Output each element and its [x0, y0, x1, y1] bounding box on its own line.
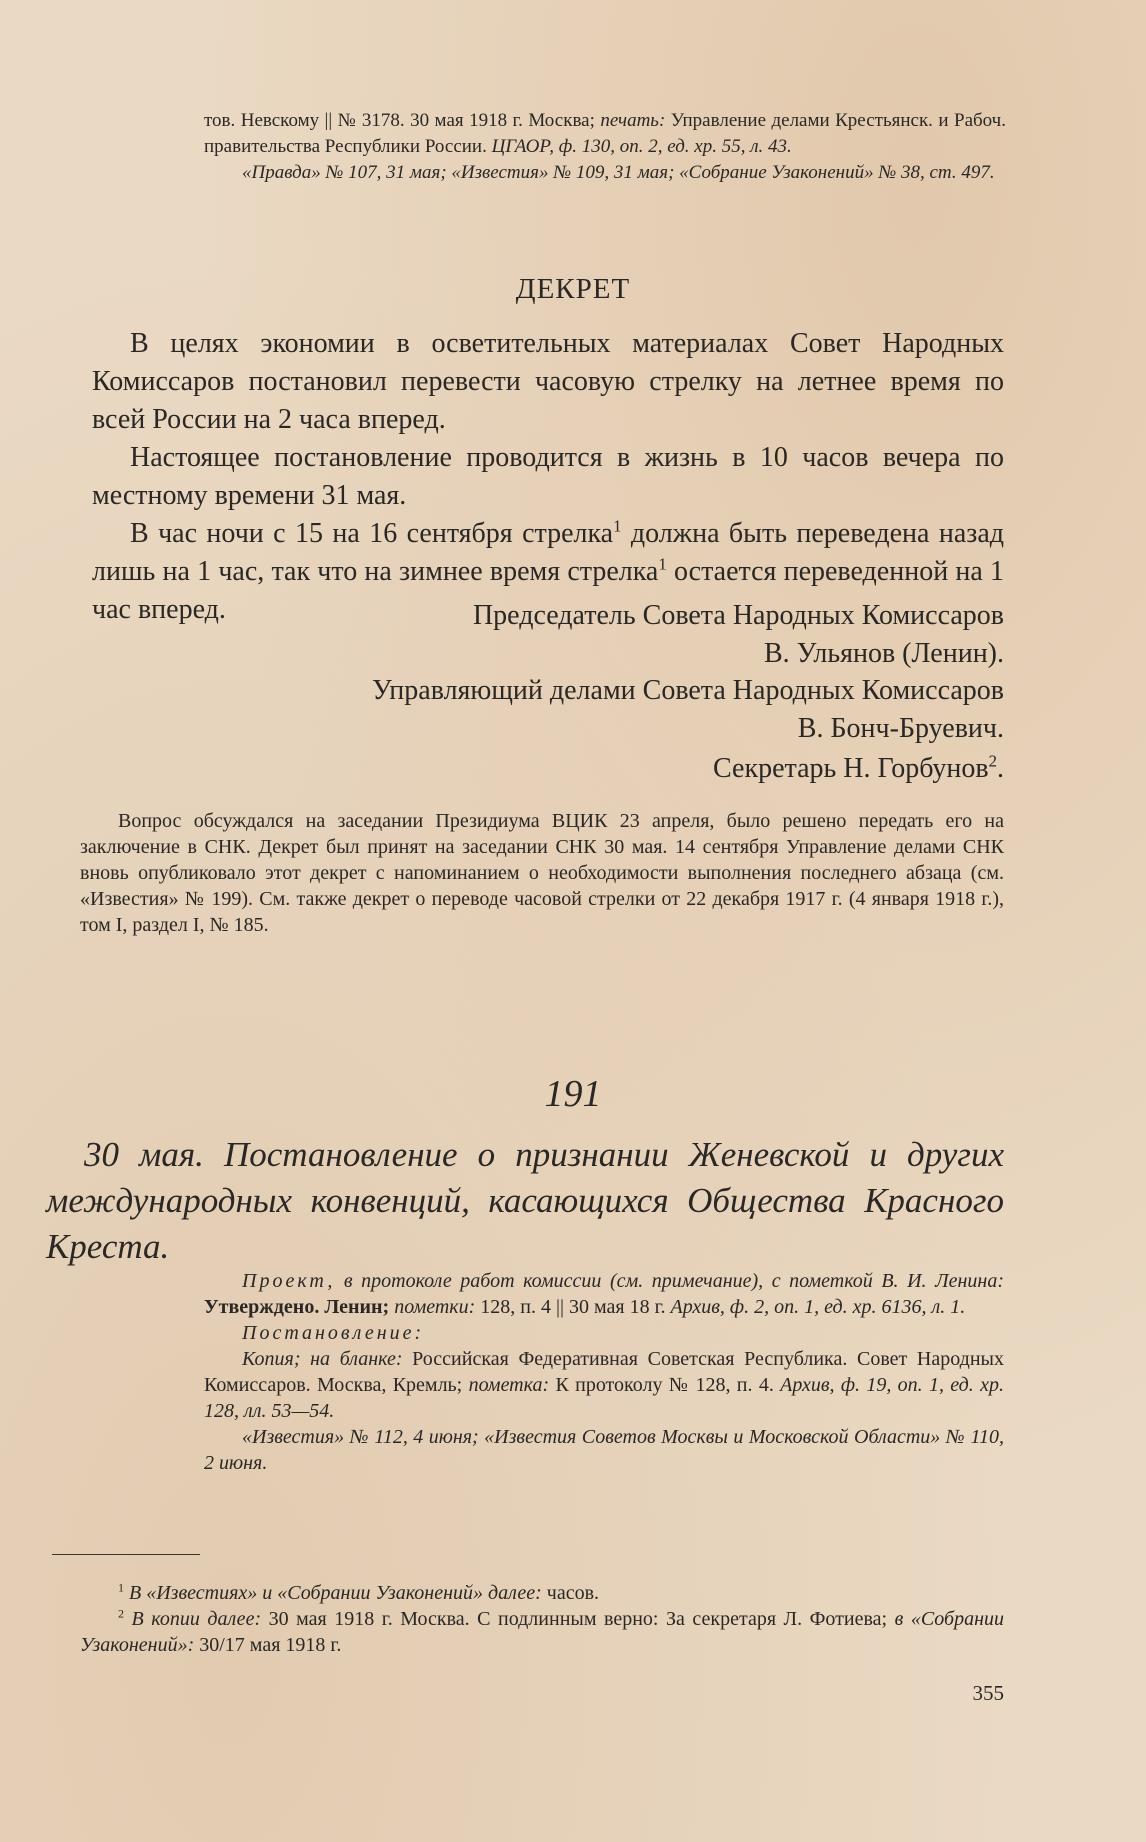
- signature-block-3: [200, 750, 1004, 788]
- footnote-2-plain: 30 мая 1918 г. Москва. С подлинным верно: За секретаря Л. Фотиева;: [261, 1608, 895, 1630]
- signature-block-2: [200, 672, 1004, 748]
- source-copy-italic: Копия; на бланке:: [242, 1348, 403, 1370]
- footnote-2-plain2: 30/17 мая 1918 г.: [194, 1634, 342, 1656]
- decree-body: [92, 325, 1004, 629]
- source-copy-italic2: пометка:: [468, 1374, 550, 1396]
- footnote-2-number: 2: [118, 1606, 124, 1621]
- footnote-ref-1a: 1: [613, 516, 622, 536]
- footnote-divider: [52, 1554, 200, 1555]
- decree-paragraph-2: Настоящее постановление проводится в жизнь в 10 часов вечера по местному времени 31 мая.: [92, 442, 1004, 511]
- decree-title: ДЕКРЕТ: [515, 273, 631, 305]
- source-copy-plain: Российская Федеративная Советская Республика. Совет Народных Комиссаров. Москва, Кремль;: [204, 1348, 1004, 1396]
- page-number: 355: [972, 1681, 1004, 1705]
- header-source-italic: печать:: [600, 110, 666, 131]
- footnote-ref-1b: 1: [658, 554, 667, 574]
- source-resolution-label: Постановление:: [242, 1322, 425, 1344]
- footnote-1-italic: В «Известиях» и «Собрании Узаконений» далее:: [129, 1582, 542, 1604]
- signature-1-role: Председатель Совета Народных Комиссаров: [472, 600, 1004, 631]
- signature-3: Секретарь Н. Горбунов: [713, 753, 989, 784]
- source-copy-plain2: К протоколу № 128, п. 4.: [549, 1374, 781, 1396]
- editorial-note: Вопрос обсуждался на заседании Президиума ВЦИК 23 апреля, было решено передать его на заключение в СНК. Декрет был принят на заседании СНК 30 мая. 14 сентября Управление делами СНК вновь опубликовало этот декрет с напоминанием о необходимости выполнения последнего абзаца (см. «Известия» № 199). См. также декрет о переводе часовой стрелки от 22 декабря 1917 г. (4 января 1918 г.), том I, раздел I, № 185.: [80, 810, 1004, 936]
- source-draft-italic2: пометки:: [389, 1296, 476, 1318]
- document-heading: 30 мая. Постановление о признании Женевской и других международных конвенций, касающихся Общества Красного Креста.: [46, 1135, 1004, 1266]
- footnote-1: [80, 1580, 1004, 1606]
- source-draft-archive: Архив, ф. 2, оп. 1, ед. хр. 6136, л. 1.: [670, 1296, 966, 1318]
- source-draft-plain: 128, п. 4 || 30 мая 18 г.: [475, 1296, 671, 1318]
- document-number: 191: [544, 1073, 602, 1115]
- footnote-2-italic: В копии далее:: [131, 1608, 262, 1630]
- footnote-1-plain: часов.: [541, 1582, 600, 1604]
- header-source-prefix: тов. Невскому || № 3178. 30 мая 1918 г. Москва;: [204, 110, 601, 131]
- source-draft-label: Проект,: [242, 1270, 336, 1292]
- header-source-line1: [204, 108, 1006, 160]
- signature-block-1: [200, 597, 1004, 673]
- footnote-ref-2: 2: [988, 751, 997, 771]
- header-source-block: [204, 108, 1006, 186]
- decree-p3-part3: остается переведенной на 1 час вперед.: [92, 556, 1004, 625]
- source-copy-archive: Архив, ф. 19, оп. 1, ед. хр. 128, лл. 53—54.: [204, 1374, 1004, 1422]
- header-source-archive: ЦГАОР, ф. 130, оп. 2, ед. хр. 55, л. 43.: [491, 136, 792, 157]
- decree-p3-part2: должна быть переведена назад лишь на 1 час, так что на зимнее время стрелка: [92, 518, 1004, 587]
- source-resolution: [204, 1320, 1004, 1346]
- source-copy: [204, 1346, 1004, 1424]
- decree-paragraph-1: В целях экономии в осветительных материалах Совет Народных Комиссаров постановил перевести часовую стрелку на летнее время по всей России на 2 часа вперед.: [92, 328, 1004, 435]
- source-draft-italic: в протоколе работ комиссии (см. примечание), с пометкой В. И. Ленина:: [335, 1270, 1004, 1292]
- signature-1-name: В. Ульянов (Ленин).: [764, 638, 1004, 669]
- decree-p3-part1: В час ночи с 15 на 16 сентября стрелка: [130, 518, 614, 549]
- signature-3-end: .: [997, 753, 1004, 784]
- header-source-suffix: Управление делами Крестьянск. и Рабоч. правительства Республики России.: [204, 110, 1006, 157]
- header-source-line2: «Правда» № 107, 31 мая; «Известия» № 109, 31 мая; «Собрание Узаконений» № 38, ст. 497.: [242, 162, 995, 183]
- source-draft: [204, 1268, 1004, 1320]
- source-publications: «Известия» № 112, 4 июня; «Известия Советов Москвы и Московской Области» № 110, 2 июня.: [204, 1426, 1004, 1474]
- footnote-2-italic2: в «Собрании Узаконений»:: [80, 1608, 1005, 1656]
- footnote-1-number: 1: [118, 1580, 124, 1595]
- source-draft-bold: Утверждено. Ленин;: [204, 1296, 390, 1318]
- document-sources: [204, 1268, 1004, 1476]
- signature-2-role: Управляющий делами Совета Народных Комиссаров: [371, 675, 1004, 706]
- signature-2-name: В. Бонч-Бруевич.: [797, 713, 1004, 744]
- footnotes: [80, 1580, 1004, 1658]
- footnote-2: [80, 1606, 1004, 1658]
